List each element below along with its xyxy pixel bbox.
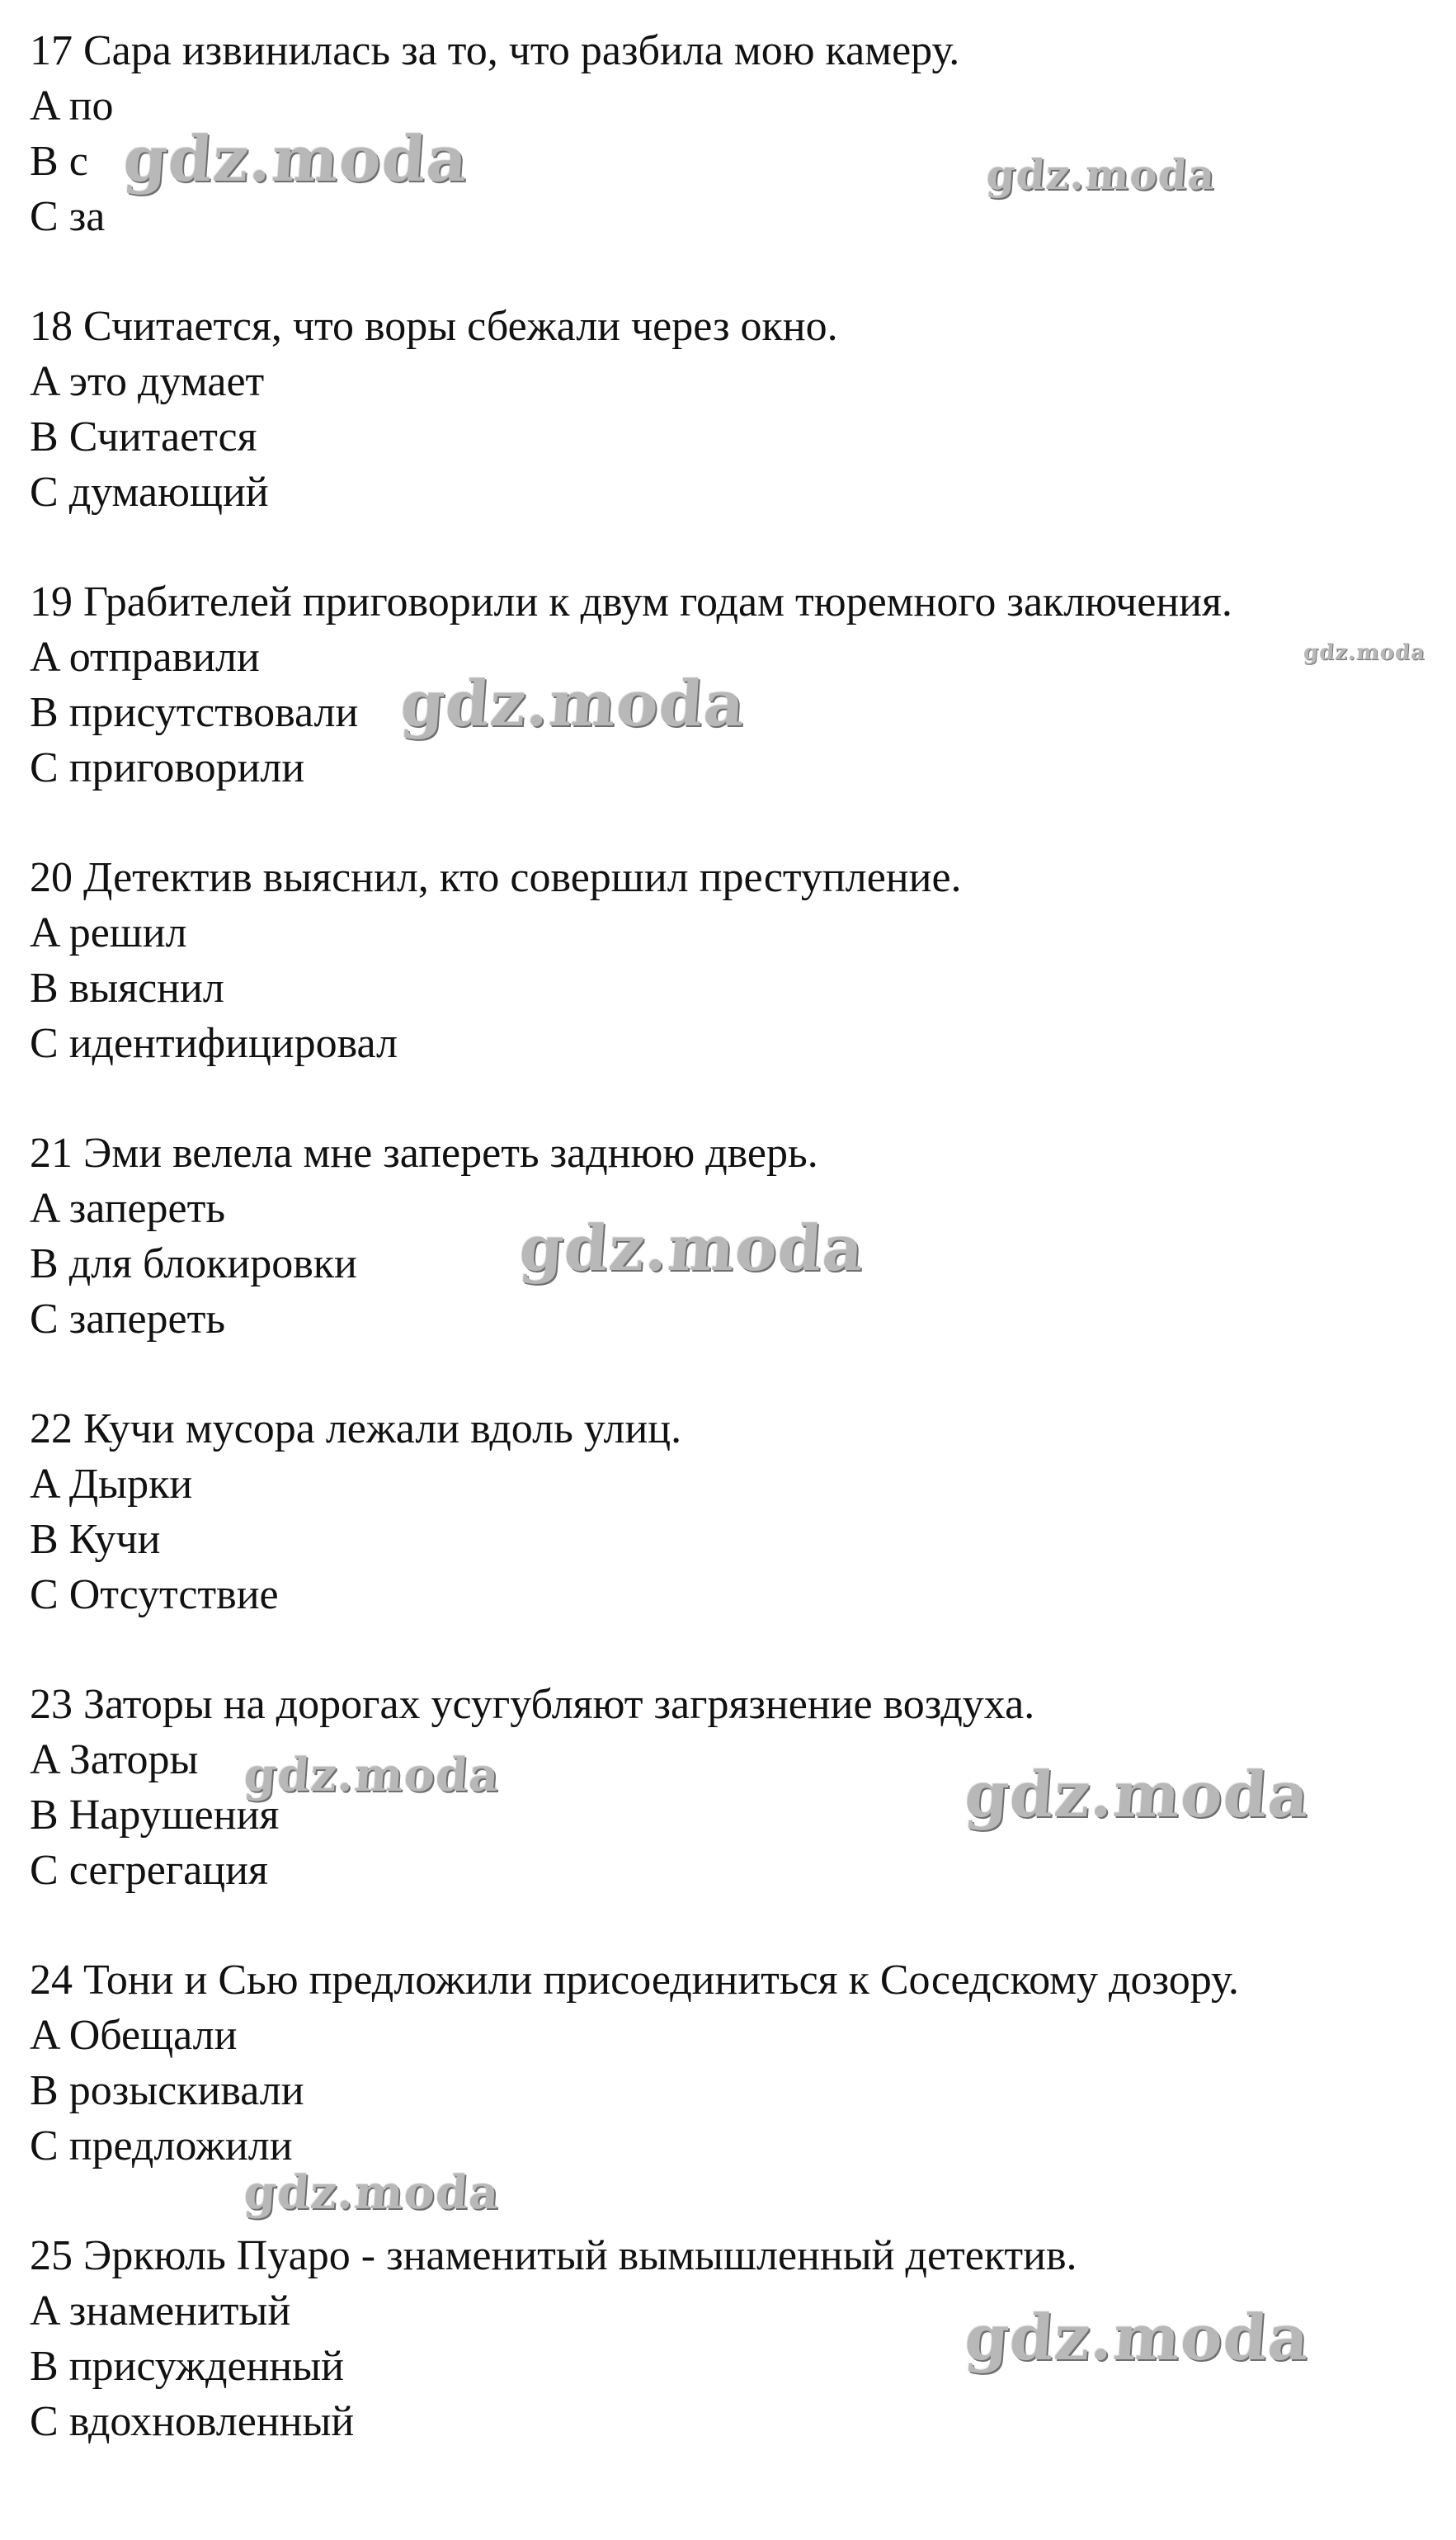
option-c (30, 1843, 1432, 1898)
option-letter: C (30, 1020, 59, 1067)
option-text: Считается (68, 413, 257, 460)
question-sentence (30, 850, 1432, 905)
option-text: запереть (68, 1185, 226, 1232)
option-text: идентифицировал (68, 1020, 398, 1067)
option-text: это думает (68, 358, 265, 405)
option-text: думающий (68, 469, 269, 516)
question-20 (30, 850, 1432, 1071)
option-letter: B (30, 138, 59, 185)
option-text: присутствовали (68, 689, 359, 736)
option-text: знаменитый (68, 2287, 291, 2335)
question-text: Грабителей приговорили к двум годам тюремного заключения. (83, 578, 1232, 626)
question-text: Считается, что воры сбежали через окно. (83, 303, 838, 350)
question-sentence (30, 1126, 1432, 1181)
option-b (30, 2063, 1432, 2118)
option-letter: B (30, 413, 59, 460)
option-b (30, 1512, 1432, 1567)
option-letter: C (30, 1571, 59, 1618)
option-c (30, 189, 1432, 244)
option-letter: B (30, 2067, 59, 2114)
option-a (30, 2008, 1432, 2063)
option-a (30, 1456, 1432, 1512)
option-b (30, 961, 1432, 1016)
question-24 (30, 1952, 1432, 2174)
option-letter: C (30, 1296, 59, 1343)
watermark-logo: gdz.moda (516, 1211, 867, 1285)
question-number: 21 (30, 1130, 73, 1177)
question-number: 22 (30, 1405, 73, 1452)
question-number: 24 (30, 1957, 73, 2004)
question-22 (30, 1401, 1432, 1622)
question-sentence (30, 2228, 1432, 2283)
question-text: Заторы на дорогах усугубляют загрязнение воздуха. (83, 1681, 1035, 1728)
option-letter: A (30, 358, 59, 405)
question-sentence (30, 23, 1432, 78)
watermark-logo: gdz.moda (1302, 640, 1427, 665)
question-text: Детектив выяснил, кто совершил преступление. (83, 854, 962, 901)
option-text: запереть (68, 1296, 226, 1343)
option-letter: A (30, 1185, 59, 1232)
question-18 (30, 299, 1432, 520)
option-text: решил (68, 909, 187, 956)
option-b (30, 409, 1432, 465)
question-number: 18 (30, 303, 73, 350)
option-c (30, 1016, 1432, 1071)
question-sentence (30, 1952, 1432, 2008)
option-text: приговорили (68, 744, 305, 791)
option-text: Нарушения (68, 1792, 280, 1839)
option-c (30, 1567, 1432, 1622)
question-text: Эркюль Пуаро - знаменитый вымышленный детектив. (83, 2232, 1077, 2279)
question-number: 20 (30, 854, 73, 901)
watermark-logo: gdz.moda (398, 667, 748, 740)
watermark-logo: gdz.moda (962, 1758, 1312, 1831)
option-text: по (68, 83, 114, 130)
option-letter: C (30, 193, 59, 240)
question-number: 19 (30, 578, 73, 626)
option-letter: A (30, 2012, 59, 2059)
watermark-logo: gdz.moda (242, 1748, 502, 1802)
option-letter: C (30, 1847, 59, 1894)
option-c (30, 465, 1432, 520)
watermark-logo: gdz.moda (242, 2165, 502, 2220)
option-text: присужденный (68, 2343, 344, 2390)
option-text: предложили (68, 2122, 293, 2169)
option-text: Кучи (68, 1516, 161, 1563)
question-text: Сара извинилась за то, что разбила мою камеру. (83, 27, 960, 74)
option-text: вдохновленный (68, 2398, 355, 2445)
option-text: для блокировки (68, 1240, 357, 1287)
option-c (30, 2394, 1432, 2449)
option-letter: B (30, 2343, 59, 2390)
option-letter: A (30, 909, 59, 956)
option-text: Обещали (68, 2012, 238, 2059)
option-letter: C (30, 744, 59, 791)
option-c (30, 740, 1432, 796)
option-letter: C (30, 2122, 59, 2169)
option-text: Отсутствие (68, 1571, 279, 1618)
question-text: Тони и Сью предложили присоединиться к Соседскому дозору. (83, 1957, 1239, 2004)
option-text: Заторы (68, 1736, 199, 1783)
option-letter: C (30, 469, 59, 516)
option-text: розыскивали (68, 2067, 304, 2114)
option-a (30, 905, 1432, 961)
question-number: 23 (30, 1681, 73, 1728)
option-letter: A (30, 1736, 59, 1783)
option-c (30, 1291, 1432, 1347)
option-text: с (68, 138, 88, 185)
option-text: отправили (68, 634, 260, 681)
question-sentence (30, 299, 1432, 354)
option-letter: B (30, 1240, 59, 1287)
option-text: Дырки (68, 1461, 193, 1508)
question-number: 17 (30, 27, 73, 74)
option-letter: B (30, 965, 59, 1012)
option-letter: A (30, 634, 59, 681)
option-letter: A (30, 2287, 59, 2335)
option-letter: B (30, 1516, 59, 1563)
question-sentence (30, 1401, 1432, 1456)
option-a (30, 354, 1432, 409)
question-number: 25 (30, 2232, 73, 2279)
watermark-logo: gdz.moda (120, 122, 471, 196)
option-letter: B (30, 689, 59, 736)
question-sentence (30, 1677, 1432, 1732)
option-text: за (68, 193, 106, 240)
option-letter: A (30, 1461, 59, 1508)
option-text: выяснил (68, 965, 224, 1012)
option-c (30, 2118, 1432, 2174)
question-text: Эми велела мне запереть заднюю дверь. (83, 1130, 818, 1177)
question-text: Кучи мусора лежали вдоль улиц. (83, 1405, 682, 1452)
option-letter: A (30, 83, 59, 130)
question-sentence (30, 574, 1432, 630)
watermark-logo: gdz.moda (984, 150, 1218, 199)
option-letter: C (30, 2398, 59, 2445)
watermark-logo: gdz.moda (962, 2301, 1312, 2374)
option-text: сегрегация (68, 1847, 268, 1894)
option-letter: B (30, 1792, 59, 1839)
